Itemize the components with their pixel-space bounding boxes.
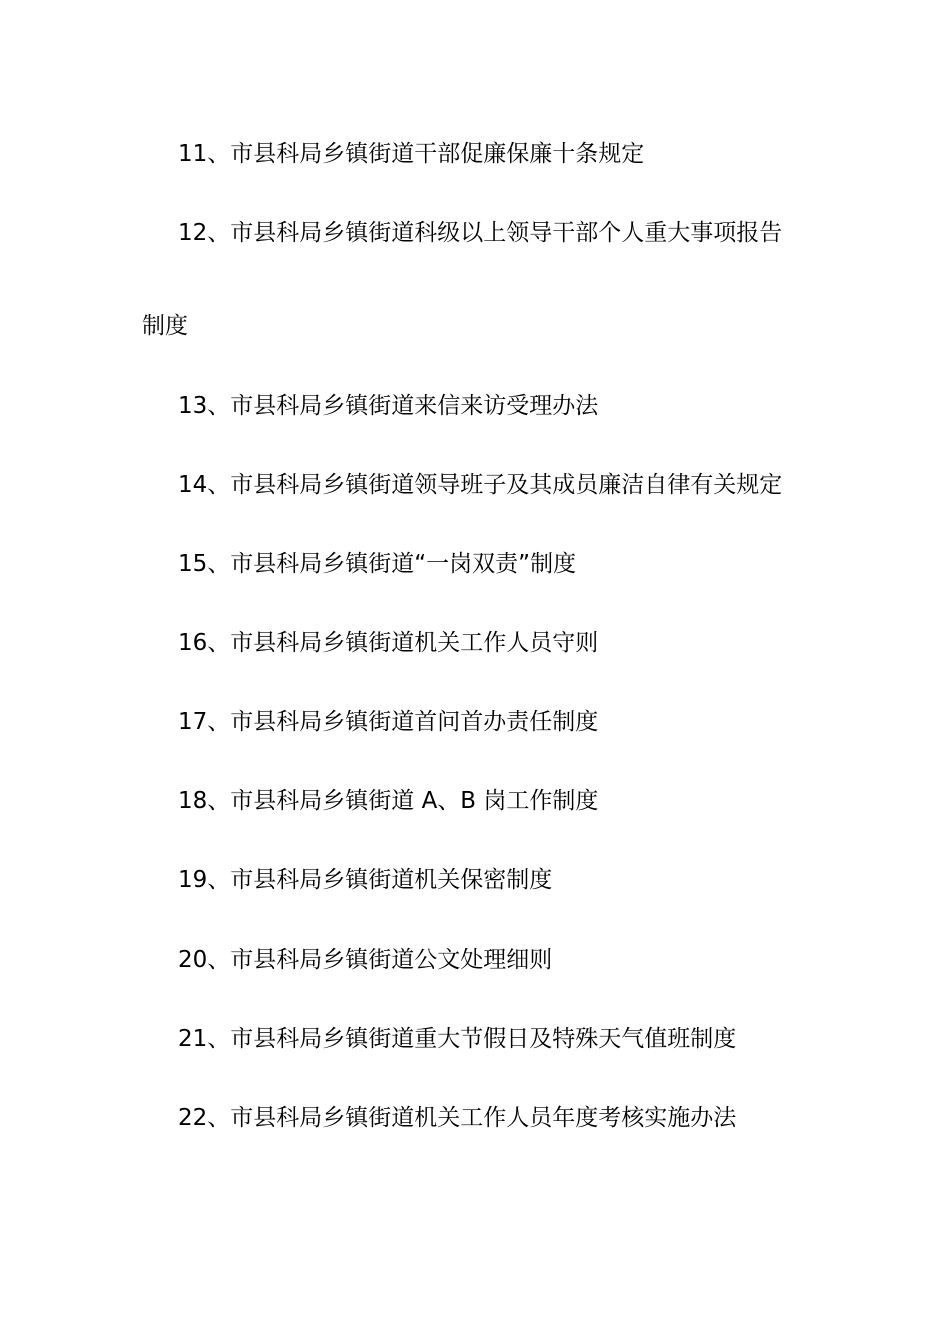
list-item-18: 18、市县科局乡镇街道 A、B 岗工作制度 bbox=[178, 788, 599, 814]
list-item-16: 16、市县科局乡镇街道机关工作人员守则 bbox=[178, 630, 599, 656]
list-item-14: 14、市县科局乡镇街道领导班子及其成员廉洁自律有关规定 bbox=[178, 472, 783, 498]
list-item-20: 20、市县科局乡镇街道公文处理细则 bbox=[178, 947, 553, 973]
list-item-15: 15、市县科局乡镇街道“一岗双责”制度 bbox=[178, 551, 577, 577]
list-item-17: 17、市县科局乡镇街道首问首办责任制度 bbox=[178, 709, 599, 735]
list-item-13: 13、市县科局乡镇街道来信来访受理办法 bbox=[178, 393, 599, 419]
list-item-12-continuation: 制度 bbox=[142, 313, 188, 339]
list-item-21: 21、市县科局乡镇街道重大节假日及特殊天气值班制度 bbox=[178, 1026, 737, 1052]
list-item-22: 22、市县科局乡镇街道机关工作人员年度考核实施办法 bbox=[178, 1105, 737, 1131]
list-item-19: 19、市县科局乡镇街道机关保密制度 bbox=[178, 867, 553, 893]
list-item-11: 11、市县科局乡镇街道干部促廉保廉十条规定 bbox=[178, 141, 645, 167]
list-item-12: 12、市县科局乡镇街道科级以上领导干部个人重大事项报告 bbox=[178, 220, 783, 246]
